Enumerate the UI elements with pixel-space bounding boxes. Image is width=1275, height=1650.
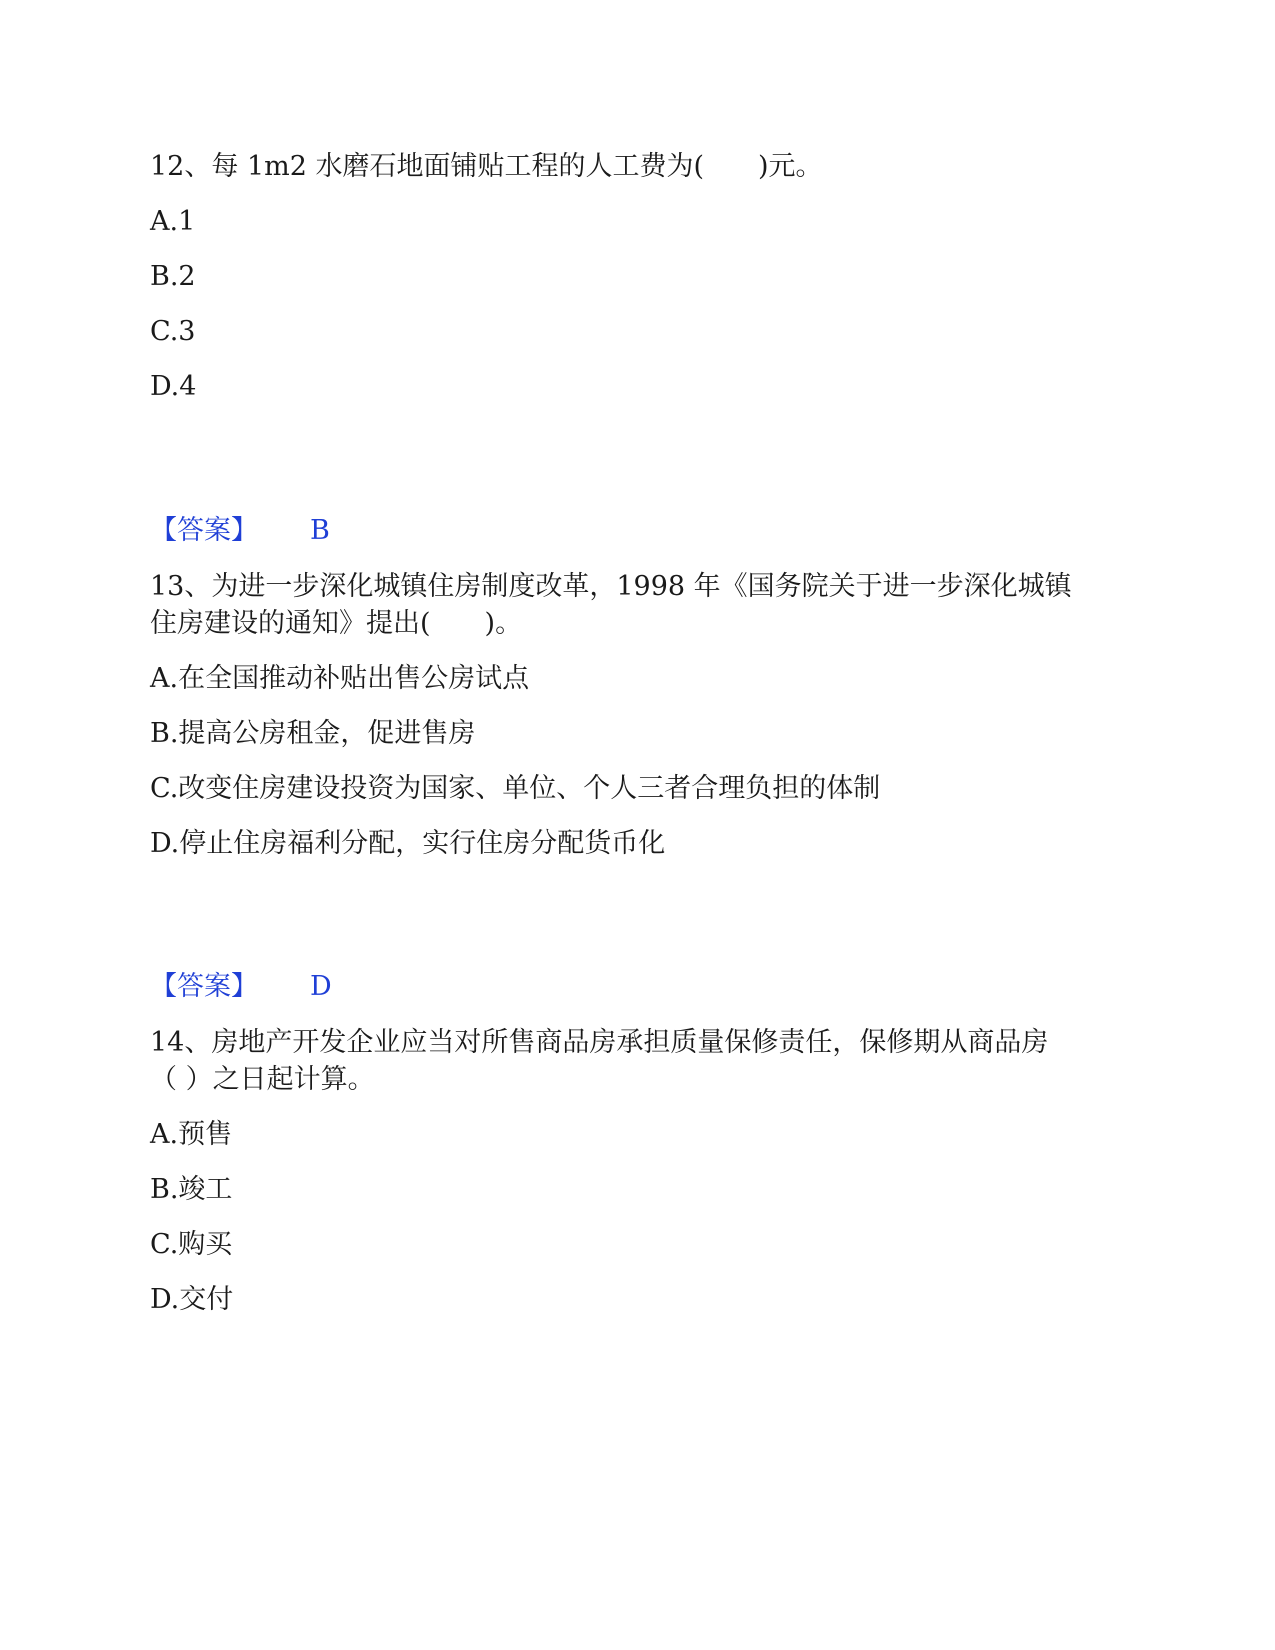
question-14-option-c: C.购买	[150, 1229, 233, 1260]
question-13-stem-line-1: 13、为进一步深化城镇住房制度改革，1998 年《国务院关于进一步深化城镇	[150, 571, 1072, 602]
question-12-option-c: C.3	[150, 316, 196, 347]
answer-value: D	[310, 971, 332, 1002]
question-13-option-a: A.在全国推动补贴出售公房试点	[150, 663, 530, 694]
question-13-answer	[150, 970, 332, 1004]
question-12-option-a: A.1	[150, 206, 196, 237]
question-14-option-a: A.预售	[150, 1119, 233, 1150]
answer-value: B	[310, 515, 330, 546]
question-12-option-d: D.4	[150, 371, 197, 402]
question-14-option-d: D.交付	[150, 1284, 234, 1315]
answer-label: 【答案】	[150, 971, 258, 1002]
question-13-stem-line-2: 住房建设的通知》提出( )。	[150, 608, 523, 639]
answer-label: 【答案】	[150, 515, 258, 546]
question-12-answer	[150, 514, 330, 548]
question-14-stem-line-2: （ ）之日起计算。	[150, 1064, 375, 1095]
question-14-option-b: B.竣工	[150, 1174, 233, 1205]
question-13-option-c: C.改变住房建设投资为国家、单位、个人三者合理负担的体制	[150, 773, 881, 804]
question-13-option-b: B.提高公房租金，促进售房	[150, 718, 476, 749]
question-12-stem: 12、每 1m2 水磨石地面铺贴工程的人工费为( )元。	[150, 151, 823, 182]
question-13-option-d: D.停止住房福利分配，实行住房分配货币化	[150, 828, 666, 859]
question-14-stem-line-1: 14、房地产开发企业应当对所售商品房承担质量保修责任，保修期从商品房	[150, 1027, 1049, 1058]
question-12-option-b: B.2	[150, 261, 196, 292]
